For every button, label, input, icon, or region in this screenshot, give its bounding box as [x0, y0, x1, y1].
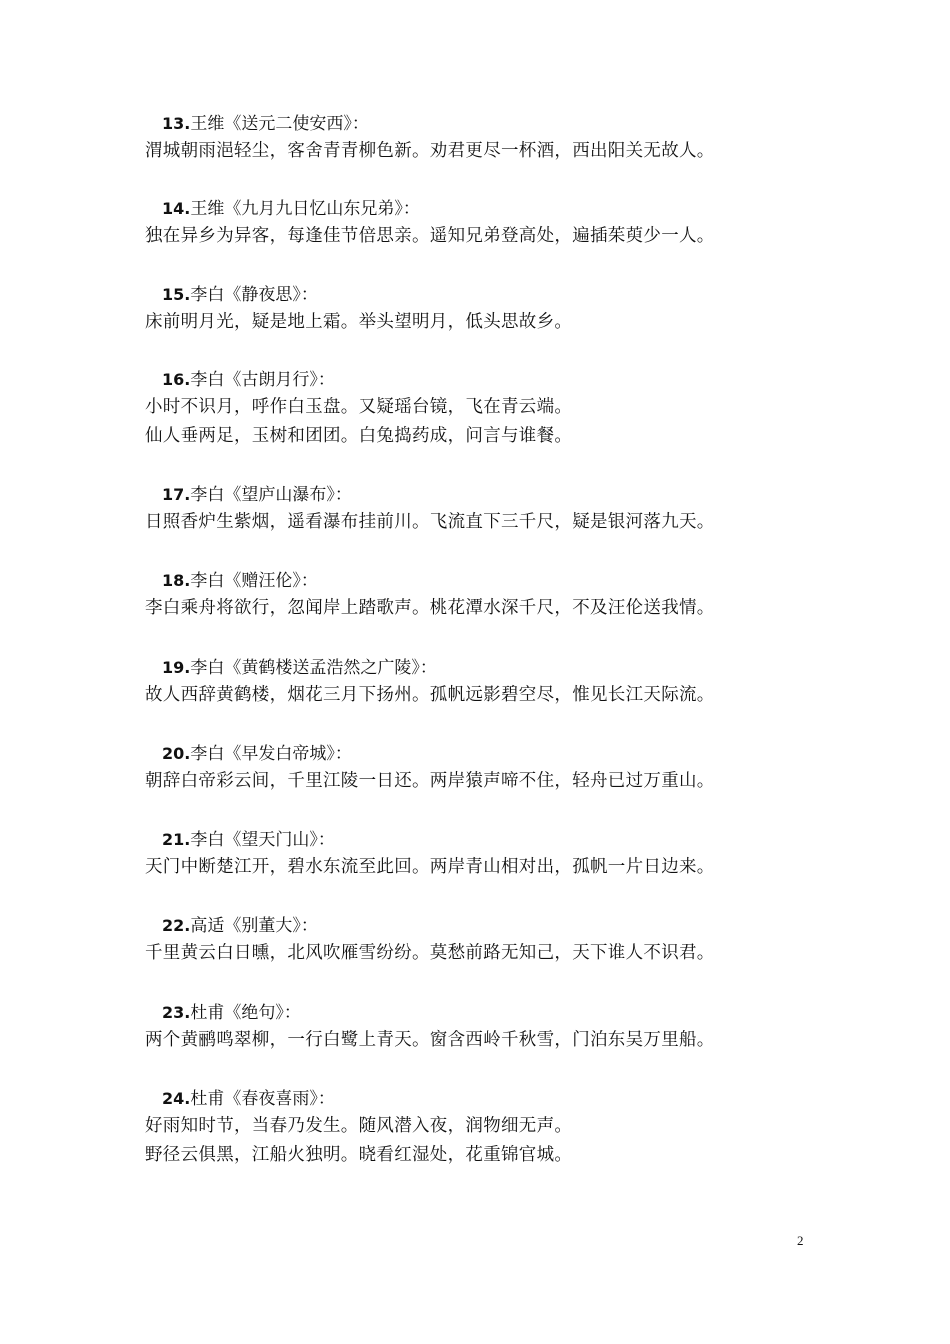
- poem-line: 李白乘舟将欲行，忽闻岸上踏歌声。桃花潭水深千尺，不及汪伦送我情。: [145, 598, 715, 618]
- poem-title: [162, 482, 862, 508]
- poem-heading: 王维《九月九日忆山东兄弟》：: [190, 199, 420, 219]
- poem-title: [162, 568, 862, 594]
- poem-title: [162, 1000, 862, 1026]
- poem-number: 21.: [162, 830, 191, 849]
- poem-heading: 李白《静夜思》：: [190, 285, 318, 305]
- poem-17: [145, 482, 845, 537]
- poem-heading: 李白《望天门山》：: [190, 830, 335, 850]
- poem-line: 仙人垂两足，玉树和团团。白兔捣药成，问言与谁餐。: [145, 426, 573, 446]
- poem-23: [145, 1000, 845, 1055]
- poem-title: [162, 367, 862, 393]
- poem-21: [145, 827, 845, 882]
- poem-heading: 李白《黄鹤楼送孟浩然之广陵》：: [190, 658, 437, 678]
- page-number: 2: [797, 1233, 804, 1248]
- poem-title: [162, 741, 862, 767]
- poem-number: 16.: [162, 370, 191, 389]
- poem-number: 14.: [162, 199, 191, 218]
- poem-line: 小时不识月，呼作白玉盘。又疑瑶台镜，飞在青云端。: [145, 397, 573, 417]
- poem-line: 日照香炉生紫烟，遥看瀑布挂前川。飞流直下三千尺，疑是银河落九天。: [145, 512, 715, 532]
- poem-heading: 杜甫《春夜喜雨》：: [190, 1089, 335, 1109]
- poem-number: 24.: [162, 1089, 191, 1108]
- poem-heading: 李白《早发白帝城》：: [190, 744, 352, 764]
- poem-15: [145, 282, 845, 337]
- poem-heading: 高适《别董大》：: [190, 916, 318, 936]
- poem-title: [162, 655, 862, 681]
- poem-number: 19.: [162, 658, 191, 677]
- poem-line: 两个黄鹂鸣翠柳，一行白鹭上青天。窗含西岭千秋雪，门泊东吴万里船。: [145, 1030, 715, 1050]
- poem-line: 好雨知时节，当春乃发生。随风潜入夜，润物细无声。: [145, 1116, 573, 1136]
- poem-title: [162, 282, 862, 308]
- poem-13: [145, 111, 845, 166]
- poem-line: 野径云俱黑，江船火独明。晓看红湿处，花重锦官城。: [145, 1145, 573, 1165]
- poem-20: [145, 741, 845, 796]
- poem-line: 天门中断楚江开，碧水东流至此回。两岸青山相对出，孤帆一片日边来。: [145, 857, 715, 877]
- poem-line: 渭城朝雨浥轻尘，客舍青青柳色新。劝君更尽一杯酒，西出阳关无故人。: [145, 141, 715, 161]
- poem-line: 朝辞白帝彩云间，千里江陵一日还。两岸猿声啼不住，轻舟已过万重山。: [145, 771, 715, 791]
- poem-title: [162, 196, 862, 222]
- poem-24: [145, 1086, 845, 1170]
- poem-title: [162, 913, 862, 939]
- poem-line: 千里黄云白日曛，北风吹雁雪纷纷。莫愁前路无知己，天下谁人不识君。: [145, 943, 715, 963]
- poem-line: 床前明月光，疑是地上霜。举头望明月，低头思故乡。: [145, 312, 573, 332]
- poem-heading: 王维《送元二使安西》：: [190, 114, 369, 134]
- poem-number: 22.: [162, 916, 191, 935]
- poem-19: [145, 655, 845, 710]
- poem-18: [145, 568, 845, 623]
- poem-line: 故人西辞黄鹤楼，烟花三月下扬州。孤帆远影碧空尽，惟见长江天际流。: [145, 685, 715, 705]
- poem-number: 20.: [162, 744, 191, 763]
- poem-line: 独在异乡为异客，每逢佳节倍思亲。遥知兄弟登高处，遍插茱萸少一人。: [145, 226, 715, 246]
- poem-title: [162, 1086, 862, 1112]
- poem-number: 23.: [162, 1003, 191, 1022]
- poem-heading: 李白《古朗月行》：: [190, 370, 335, 390]
- poem-heading: 李白《望庐山瀑布》：: [190, 485, 352, 505]
- poem-14: [145, 196, 845, 251]
- poem-number: 15.: [162, 285, 191, 304]
- poem-22: [145, 913, 845, 968]
- poem-heading: 李白《赠汪伦》：: [190, 571, 318, 591]
- poem-title: [162, 827, 862, 853]
- poem-16: [145, 367, 845, 451]
- poem-heading: 杜甫《绝句》：: [190, 1003, 301, 1023]
- poem-number: 17.: [162, 485, 191, 504]
- poem-title: [162, 111, 862, 137]
- poem-number: 18.: [162, 571, 191, 590]
- poem-number: 13.: [162, 114, 191, 133]
